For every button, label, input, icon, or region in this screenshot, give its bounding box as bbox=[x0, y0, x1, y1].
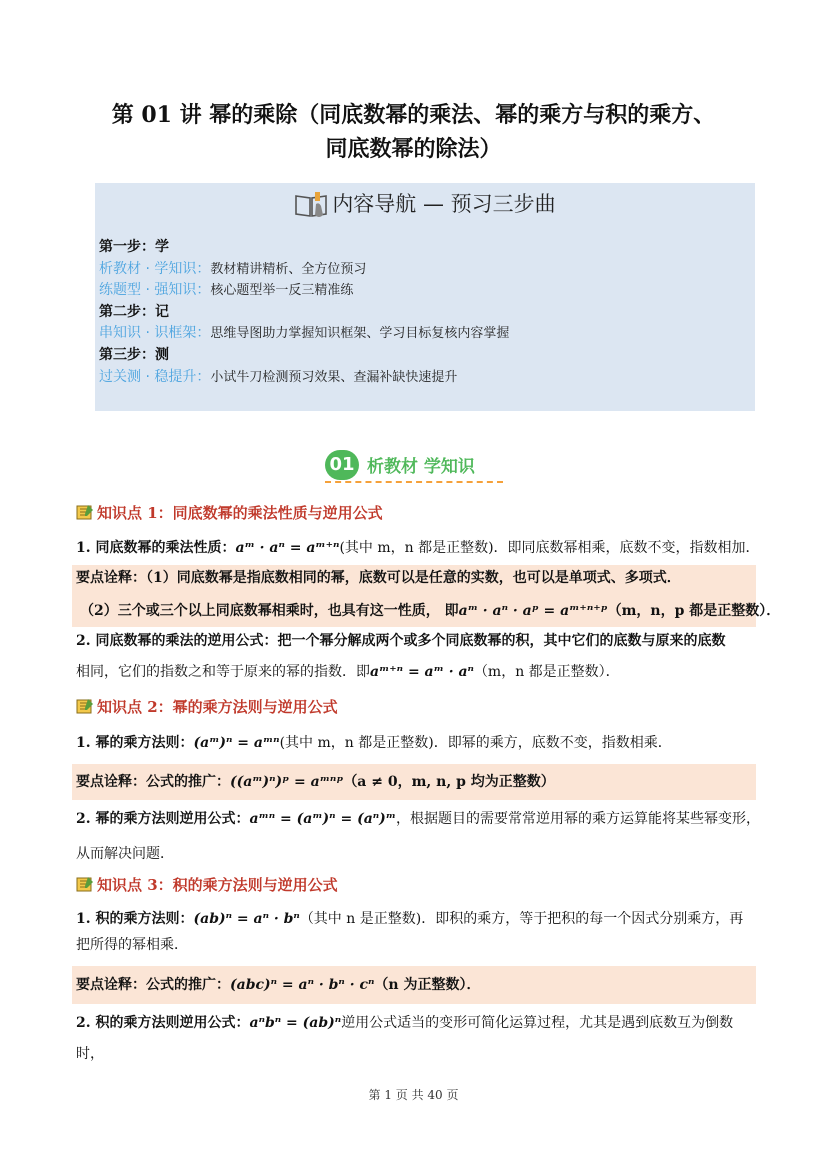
nav-row-text: 教材精讲精析、全方位预习 bbox=[210, 261, 367, 277]
kp3-note-tail: （n 为正整数）． bbox=[374, 977, 481, 993]
knowledge-point-3-heading bbox=[76, 874, 338, 895]
page-footer: 第 1 页 共 40 页 bbox=[368, 1088, 459, 1102]
kp-label: 知识点 2：幂的乘方法则与逆用公式 bbox=[97, 698, 338, 716]
notebook-icon bbox=[76, 876, 94, 892]
nav-heading-text: 内容导航 — 预习三步曲 bbox=[332, 192, 556, 216]
kp1-p1-lead: 1. 同底数幂的乘法性质： bbox=[76, 540, 236, 556]
kp-label: 知识点 1：同底数幂的乘法性质与逆用公式 bbox=[97, 504, 383, 522]
nav-row-text: 核心题型举一反三精准练 bbox=[210, 283, 354, 299]
kp1-p2-tail: （m，n 都是正整数）． bbox=[473, 664, 620, 680]
section-number: 01 bbox=[325, 450, 359, 480]
kp1-paragraph-2b bbox=[76, 661, 756, 683]
kp1-note2-tail: （m，n，p 都是正整数）． bbox=[607, 603, 781, 619]
title-line-1: 第 01 讲 幂的乘除（同底数幂的乘法、幂的乘方与积的乘方、 bbox=[111, 102, 716, 128]
kp3-p2-text: 逆用公式适当的变形可简化运算过程，尤其是遇到底数互为倒数 bbox=[341, 1015, 734, 1031]
kp3-paragraph-1 bbox=[76, 908, 756, 930]
kp2-p2-lead: 2. 幂的乘方法则逆用公式： bbox=[76, 811, 250, 827]
formula: aⁿbⁿ = (ab)ⁿ bbox=[249, 1015, 342, 1031]
formula: (aᵐ)ⁿ = aᵐⁿ bbox=[193, 735, 280, 751]
kp3-paragraph-2b: 时， bbox=[76, 1046, 104, 1062]
knowledge-point-1-heading bbox=[76, 502, 383, 523]
nav-row-text: 小试牛刀检测预习效果、查漏补缺快速提升 bbox=[210, 369, 458, 385]
formula: (abc)ⁿ = aⁿ · bⁿ · cⁿ bbox=[230, 977, 375, 993]
kp2-note-tail: （a ≠ 0，m, n, p 均为正整数） bbox=[343, 774, 555, 790]
formula: aᵐ⁺ⁿ = aᵐ · aⁿ bbox=[370, 664, 474, 680]
kp-label: 知识点 3：积的乘方法则与逆用公式 bbox=[97, 876, 338, 894]
nav-row bbox=[99, 280, 509, 302]
kp3-note bbox=[76, 974, 756, 996]
kp2-p2-text: ，根据题目的需要常常逆用幂的乘方运算能将某些幂变形， bbox=[396, 811, 761, 827]
kp1-paragraph-1 bbox=[76, 537, 760, 559]
kp3-paragraph-2 bbox=[76, 1012, 756, 1034]
formula: aᵐ · aⁿ · aᵖ = aᵐ⁺ⁿ⁺ᵖ bbox=[458, 603, 608, 619]
kp2-paragraph-1 bbox=[76, 732, 756, 754]
section-underline bbox=[325, 481, 503, 483]
kp1-p1-text: (其中 m，n 都是正整数)．即同底数幂相乘，底数不变，指数相加． bbox=[339, 540, 760, 556]
kp3-paragraph-1b: 把所得的幂相乘． bbox=[76, 937, 188, 953]
nav-row bbox=[99, 367, 509, 389]
page-title bbox=[60, 98, 767, 166]
kp2-paragraph-2b: 从而解决问题． bbox=[76, 846, 174, 862]
kp3-note-lead: 要点诠释：公式的推广： bbox=[76, 977, 230, 993]
content-navigation-box bbox=[95, 183, 755, 411]
kp1-note-2 bbox=[80, 600, 781, 622]
notebook-icon bbox=[76, 698, 94, 714]
kp3-p1-text: （其中 n 是正整数)．即积的乘方，等于把积的每一个因式分别乘方，再 bbox=[299, 911, 744, 927]
kp1-note2-lead: （2）三个或三个以上同底数幂相乘时，也具有这一性质， 即 bbox=[80, 603, 459, 619]
nav-step-3: 第三步：测 bbox=[99, 346, 169, 363]
kp1-p2-line1: 2. 同底数幂的乘法的逆用公式：把一个幂分解成两个或多个同底数幂的积，其中它们的底数与原来的底数 bbox=[76, 633, 726, 649]
kp1-p2-line2: 相同，它们的指数之和等于原来的幂的指数．即 bbox=[76, 664, 370, 680]
nav-row bbox=[99, 259, 509, 281]
nav-rows bbox=[99, 237, 509, 388]
nav-row bbox=[99, 323, 509, 345]
knowledge-point-2-heading bbox=[76, 696, 338, 717]
kp2-note bbox=[76, 771, 756, 793]
kp3-p2-lead: 2. 积的乘方法则逆用公式： bbox=[76, 1015, 250, 1031]
nav-step-2: 第二步：记 bbox=[99, 303, 169, 320]
nav-row-label: 练题型 · 强知识： bbox=[99, 282, 211, 299]
formula: ((aᵐ)ⁿ)ᵖ = aᵐⁿᵖ bbox=[230, 774, 344, 790]
formula: aᵐⁿ = (aᵐ)ⁿ = (aⁿ)ᵐ bbox=[249, 811, 397, 827]
kp2-paragraph-2 bbox=[76, 808, 761, 830]
kp1-note-1: 要点诠释：（1）同底数幂是指底数相同的幂，底数可以是任意的实数，也可以是单项式、多项式． bbox=[76, 570, 681, 586]
kp2-p1-text: (其中 m，n 都是正整数)．即幂的乘方，底数不变，指数相乘． bbox=[279, 735, 672, 751]
formula: (ab)ⁿ = aⁿ · bⁿ bbox=[193, 911, 300, 927]
kp1-paragraph-2 bbox=[76, 630, 756, 652]
book-icon bbox=[294, 190, 328, 220]
formula: aᵐ · aⁿ = aᵐ⁺ⁿ bbox=[235, 540, 340, 556]
section-label: 析教材 学知识 bbox=[367, 457, 475, 477]
nav-row-label: 析教材 · 学知识： bbox=[99, 260, 211, 277]
kp2-p1-lead: 1. 幂的乘方法则： bbox=[76, 735, 194, 751]
nav-row-label: 串知识 · 识框架： bbox=[99, 325, 211, 342]
title-line-2: 同底数幂的除法） bbox=[325, 136, 502, 162]
nav-heading bbox=[95, 188, 755, 220]
notebook-icon bbox=[76, 504, 94, 520]
nav-row-text: 思维导图助力掌握知识框架、学习目标复核内容掌握 bbox=[210, 326, 510, 342]
kp2-note-lead: 要点诠释：公式的推广： bbox=[76, 774, 230, 790]
kp3-p1-lead: 1. 积的乘方法则： bbox=[76, 911, 194, 927]
nav-step-1: 第一步：学 bbox=[99, 239, 169, 255]
nav-row-label: 过关测 · 稳提升： bbox=[99, 368, 211, 385]
